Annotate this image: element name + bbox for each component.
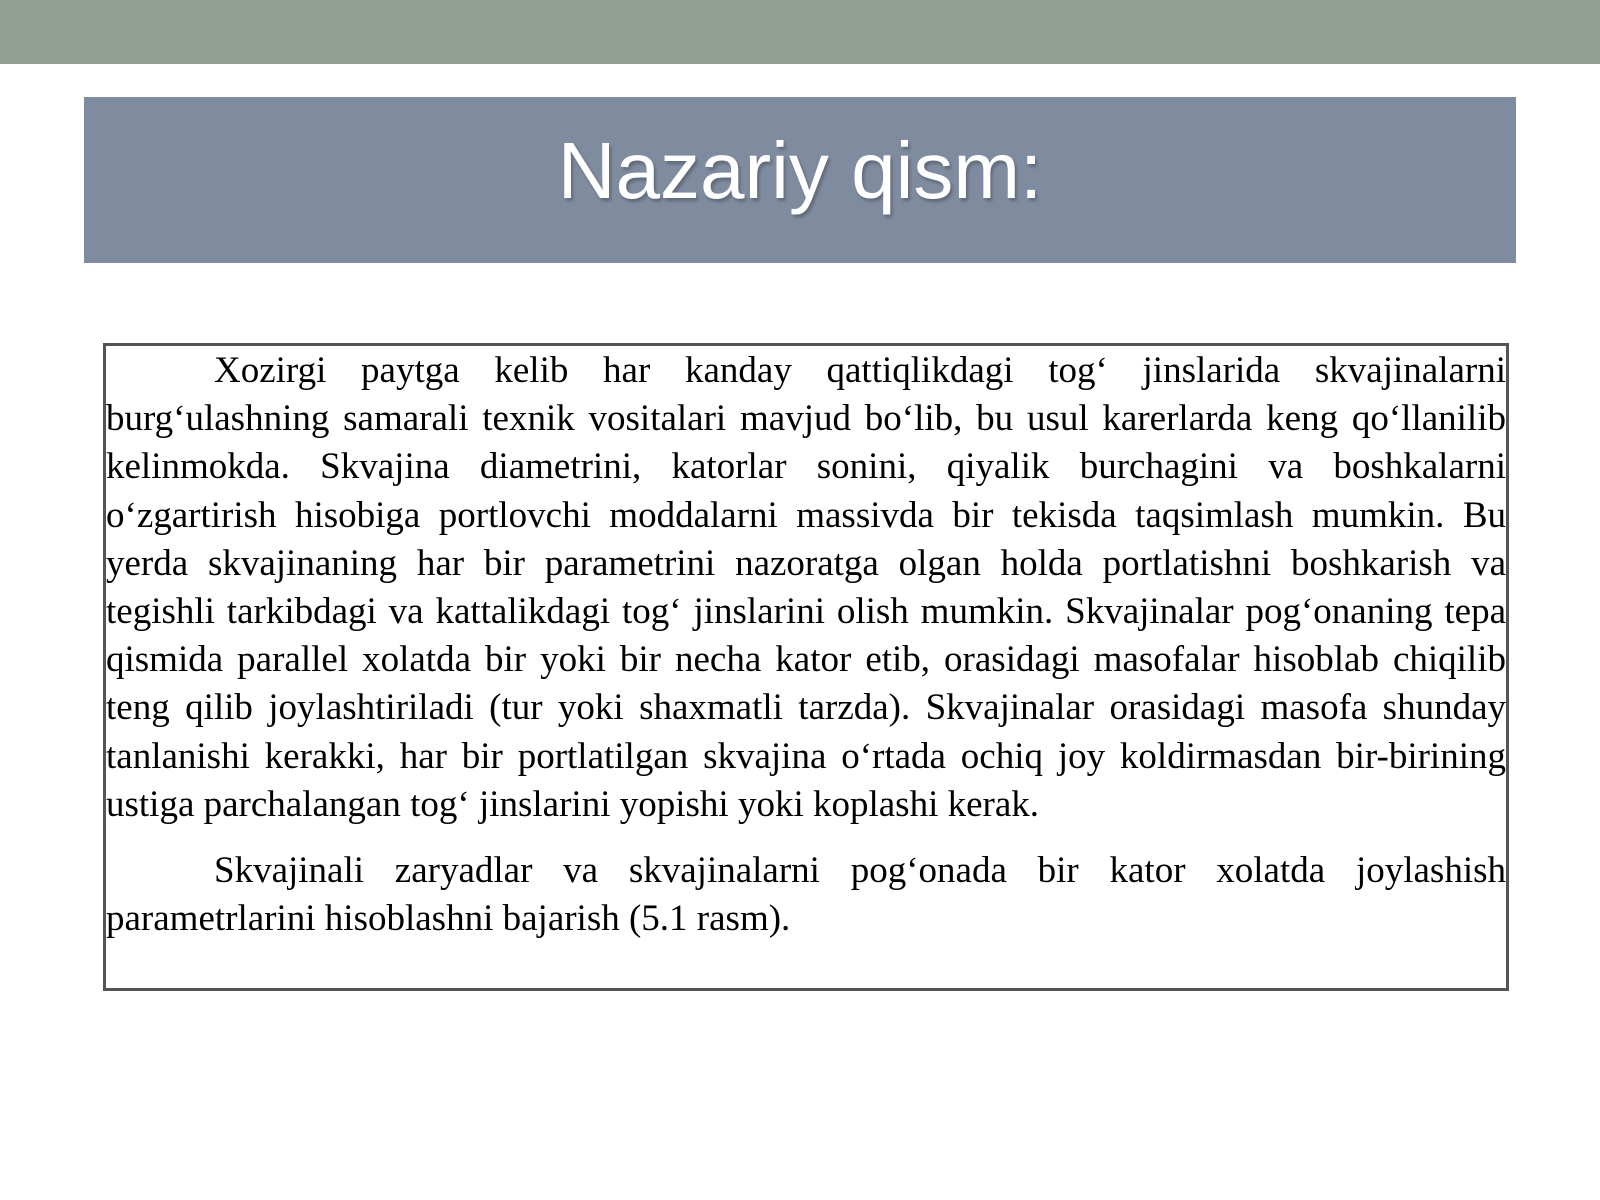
body-paragraph-2: Skvajinali zaryadlar va skvajinalarni pog‘onada bir kator xolatda joylashish parametrlarini hisoblashni bajarish (5.1 rasm). [106, 850, 1506, 940]
top-decorative-band [0, 0, 1600, 64]
body-paragraph-1: Xozirgi paytga kelib har kanday qattiqlikdagi tog‘ jinslarida skvajinalarni burg‘ulashning samarali texnik vositalari mavjud bo‘lib, bu usul karerlarda keng qo‘llanilib kelinmokda. Skvajina diametrini, katorlar sonini, qiyalik burchagini va boshkalarni o‘zgartirish hisobiga portlovchi moddalarni massivda bir tekisda taqsimlash mumkin. Bu yerda skvajinaning har bir parametrini nazoratga olgan holda portlatishni boshkarish va tegishli tarkibdagi va kattalikdagi tog‘ jinslarini olish mumkin. Skvajinalar pog‘onaning tepa qismida parallel xolatda bir yoki bir necha kator etib, orasidagi masofalar hisoblab chiqilib teng qilib joylashtiriladi (tur yoki shaxmatli tarzda). Skvajinalar orasidagi masofa shunday tanlanishi kerakki, har bir portlatilgan skvajina o‘rtada ochiq joy koldirmasdan bir-birining ustiga parchalangan tog‘ jinslarini yopishi yoki koplashi kerak. [106, 350, 1506, 825]
title-bar [84, 97, 1516, 263]
content-text-box [103, 343, 1509, 991]
slide-title: Nazariy qism: [557, 126, 1043, 215]
